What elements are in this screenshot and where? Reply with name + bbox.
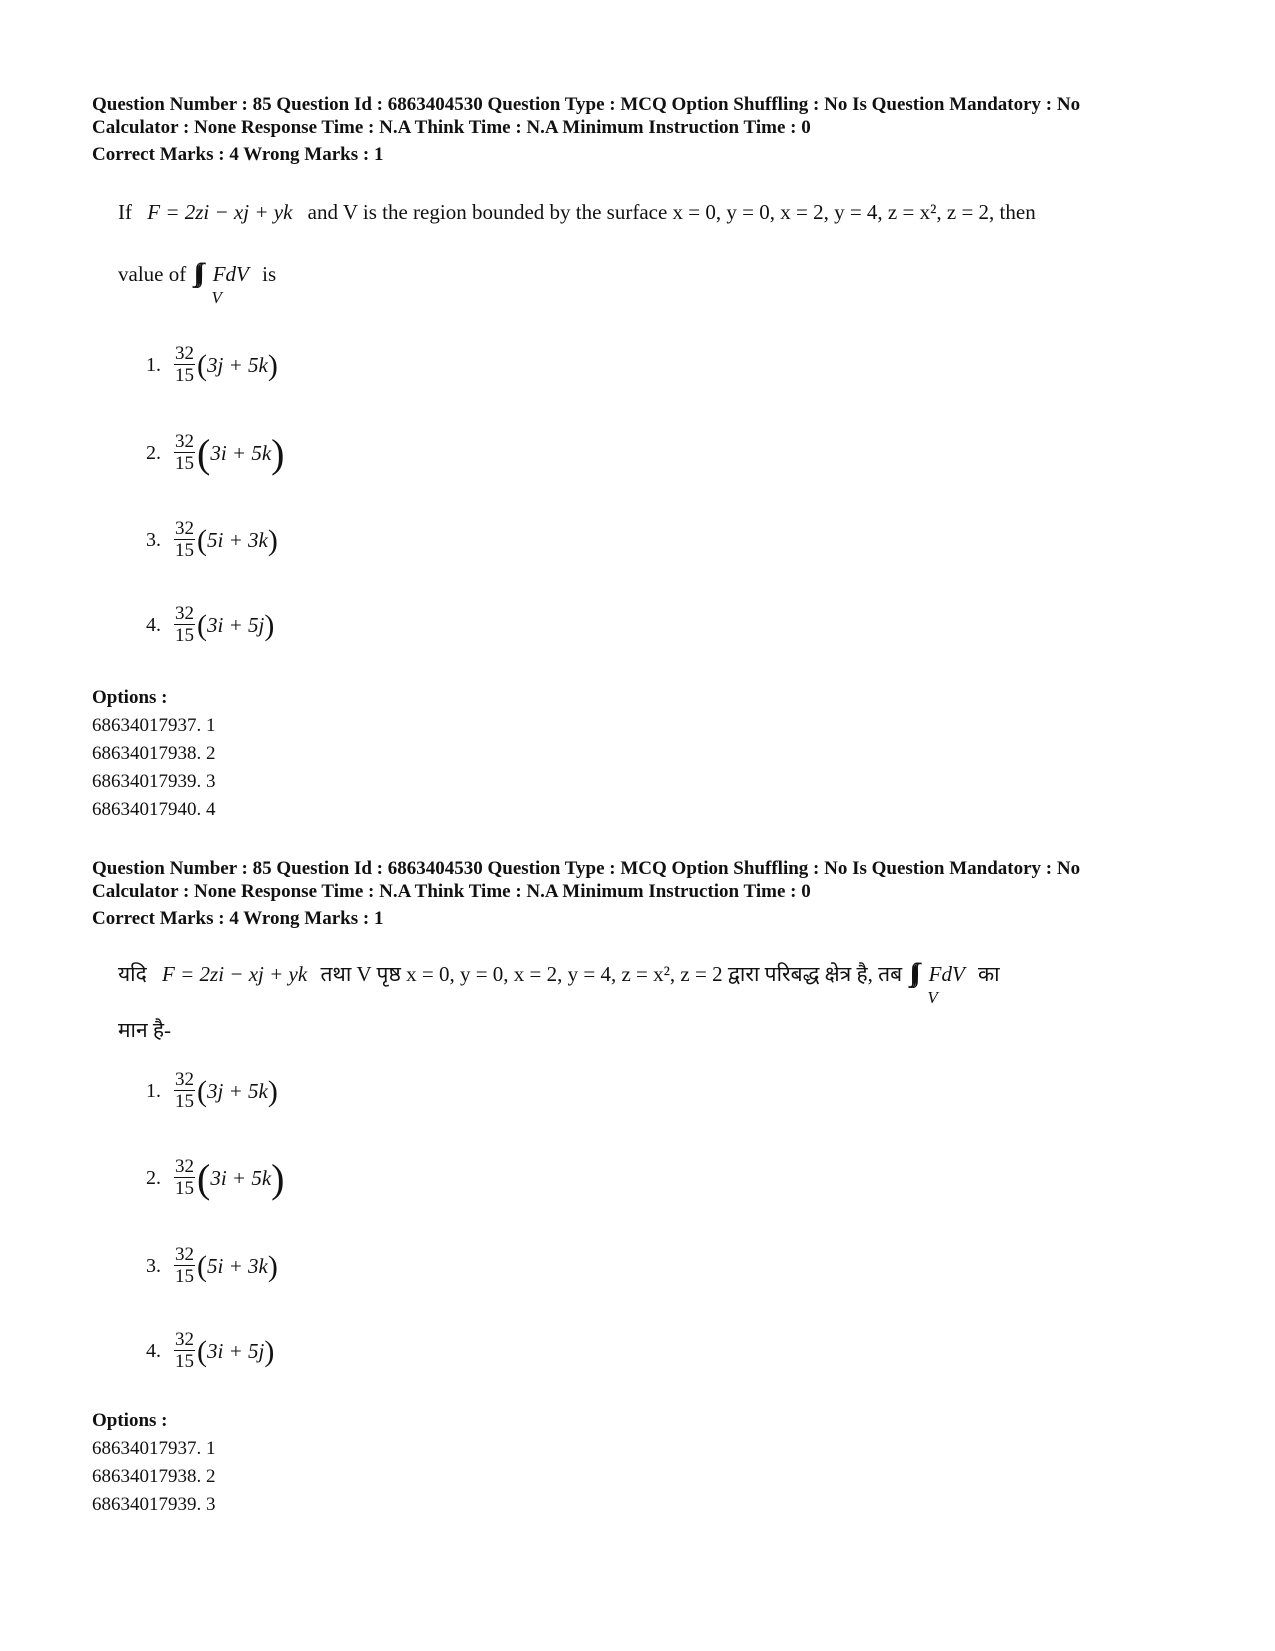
meta-line-3: Correct Marks : 4 Wrong Marks : 1 xyxy=(92,144,384,165)
choice-expression: 3j + 5k xyxy=(207,353,268,377)
meta-line-2: Calculator : None Response Time : N.A Think Time : N.A Minimum Instruction Time : 0 xyxy=(92,881,811,902)
question-line2-prefix: value of xyxy=(118,262,187,286)
question-text-hindi-line-1 xyxy=(118,958,1000,1007)
question-prefix: If xyxy=(118,200,132,224)
choice-expression: 3i + 5j xyxy=(207,613,265,637)
fraction: $\frac{32}{15}$ xyxy=(175,518,194,561)
fraction: $\frac{32}{15}$ xyxy=(175,431,194,474)
question-prefix: यदि xyxy=(118,962,147,986)
option-id-row: 68634017939. 3 xyxy=(92,1494,216,1515)
fraction: $\frac{32}{15}$ xyxy=(175,1329,194,1372)
option-id-row: 68634017939. 3 xyxy=(92,771,216,792)
integral-subscript: V xyxy=(211,288,222,307)
vector-field: F = 2zi − xj + yk xyxy=(162,962,308,986)
question-mid: and V is the region bounded by the surface x = 0, y = 0, x = 2, y = 4, z = x², z = 2, then xyxy=(307,200,1036,224)
meta-line-1: Question Number : 85 Question Id : 6863404530 Question Type : MCQ Option Shuffling : No Is Question Mandatory : No xyxy=(92,94,1081,115)
question-text-line-1 xyxy=(118,200,1036,225)
fraction: $\frac{32}{15}$ xyxy=(175,343,194,386)
choice-4: 4. $\frac{32}{15}$ ( 3i + 5j ) xyxy=(146,603,275,646)
question-mid: तथा V पृष्ठ x = 0, y = 0, x = 2, y = 4, z = x², z = 2 द्वारा परिबद्ध क्षेत्र है, तब xyxy=(320,962,903,986)
fraction: $\frac{32}{15}$ xyxy=(175,603,194,646)
options-label: Options : xyxy=(92,687,168,708)
choice-expression: 3i + 5k xyxy=(210,441,272,465)
choice-expression: 3j + 5k xyxy=(207,1079,268,1103)
fraction: $\frac{32}{15}$ xyxy=(175,1069,194,1112)
integral-subscript: V xyxy=(927,988,938,1007)
vector-field: F = 2zi − xj + yk xyxy=(147,200,293,224)
choice-4: 4. $\frac{32}{15}$ ( 3i + 5j ) xyxy=(146,1329,275,1372)
options-label: Options : xyxy=(92,1410,168,1431)
choice-1: 1. $\frac{32}{15}$ ( 3j + 5k ) xyxy=(146,1069,278,1112)
choice-1: 1. $\frac{32}{15}$ ( 3j + 5k ) xyxy=(146,343,278,386)
choice-expression: 3i + 5j xyxy=(207,1339,265,1363)
choice-expression: 5i + 3k xyxy=(207,1254,268,1278)
meta-line-2: Calculator : None Response Time : N.A Think Time : N.A Minimum Instruction Time : 0 xyxy=(92,117,811,138)
question-meta-1 xyxy=(92,93,1212,166)
options-list-1 xyxy=(92,684,1212,824)
option-id-row: 68634017938. 2 xyxy=(92,743,216,764)
meta-line-1: Question Number : 85 Question Id : 6863404530 Question Type : MCQ Option Shuffling : No Is Question Mandatory : No xyxy=(92,858,1081,879)
meta-line-3: Correct Marks : 4 Wrong Marks : 1 xyxy=(92,908,384,929)
choice-2: 2. $\frac{32}{15}$ ( 3i + 5k ) xyxy=(146,430,285,476)
choice-2: 2. $\frac{32}{15}$ ( 3i + 5k ) xyxy=(146,1155,285,1201)
question-line1-suffix: का xyxy=(978,962,1000,986)
triple-integral xyxy=(913,958,938,1007)
triple-integral xyxy=(197,258,222,307)
choice-expression: 5i + 3k xyxy=(207,528,268,552)
options-list-2 xyxy=(92,1407,1212,1519)
option-id-row: 68634017937. 1 xyxy=(92,1438,216,1459)
question-meta-2 xyxy=(92,857,1212,930)
option-id-row: 68634017940. 4 xyxy=(92,799,216,820)
choice-expression: 3i + 5k xyxy=(210,1166,272,1190)
option-id-row: 68634017937. 1 xyxy=(92,715,216,736)
question-text-hindi-line-2: मान है- xyxy=(118,1018,172,1042)
question-text-line-2 xyxy=(118,258,277,307)
choice-3: 3. $\frac{32}{15}$ ( 5i + 3k ) xyxy=(146,1244,278,1287)
choice-3: 3. $\frac{32}{15}$ ( 5i + 3k ) xyxy=(146,518,278,561)
integrand: FdV xyxy=(212,262,249,286)
question-line2-suffix: is xyxy=(262,262,277,286)
option-id-row: 68634017938. 2 xyxy=(92,1466,216,1487)
fraction: $\frac{32}{15}$ xyxy=(175,1156,194,1199)
integrand: FdV xyxy=(928,962,965,986)
fraction: $\frac{32}{15}$ xyxy=(175,1244,194,1287)
